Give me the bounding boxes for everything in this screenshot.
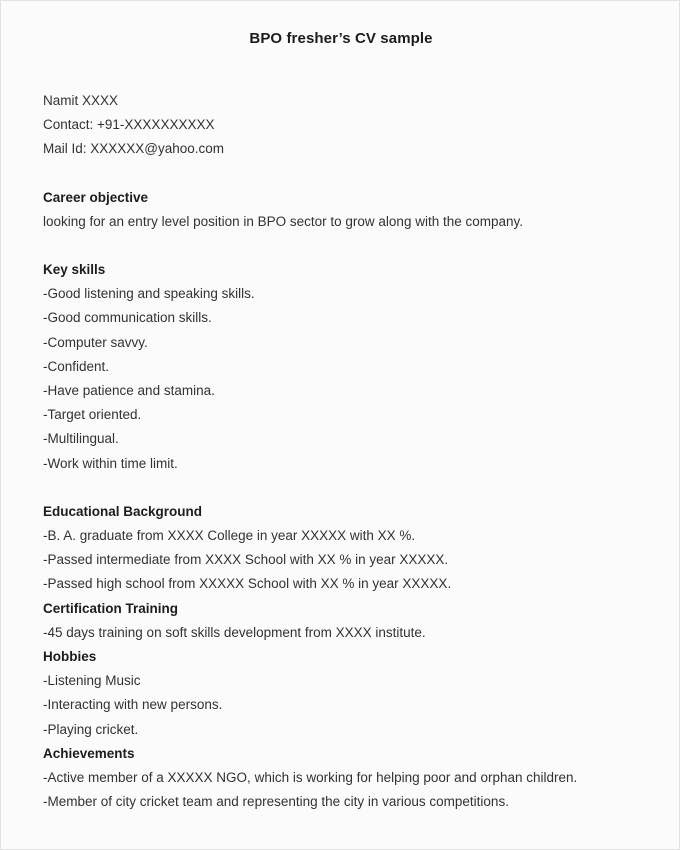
contact-name: Namit XXXX — [43, 93, 119, 108]
contact-block — [43, 89, 639, 162]
list-item: -Good communication skills. — [43, 310, 212, 326]
list-item: -Passed high school from XXXXX School with XX % in year XXXXX. — [43, 576, 452, 592]
list-item: -Member of city cricket team and representing the city in various competitions. — [43, 794, 509, 810]
education-heading: Educational Background — [43, 503, 203, 519]
section-career-objective — [43, 186, 639, 234]
list-item: -Passed intermediate from XXXX School with XX % in year XXXXX. — [43, 552, 449, 568]
certification-heading: Certification Training — [43, 600, 179, 616]
list-item: -Multilingual. — [43, 431, 119, 447]
career-objective-heading: Career objective — [43, 189, 149, 205]
list-item: -Confident. — [43, 358, 110, 374]
section-key-skills — [43, 258, 639, 476]
section-education — [43, 500, 639, 597]
achievements-heading: Achievements — [43, 745, 135, 761]
section-certification — [43, 597, 639, 645]
contact-phone: Contact: +91-XXXXXXXXXX — [43, 117, 215, 133]
list-item: -Target oriented. — [43, 407, 142, 423]
list-item: -Playing cricket. — [43, 721, 139, 737]
key-skills-heading: Key skills — [43, 262, 106, 278]
contact-email: Mail Id: XXXXXX@yahoo.com — [43, 141, 225, 157]
list-item: -Interacting with new persons. — [43, 697, 223, 713]
career-objective-text: looking for an entry level position in BPO sector to grow along with the company. — [43, 213, 524, 229]
list-item: -Active member of a XXXXX NGO, which is working for helping poor and orphan children. — [43, 770, 578, 786]
hobbies-heading: Hobbies — [43, 649, 97, 665]
list-item: -Have patience and stamina. — [43, 383, 215, 399]
list-item: -Computer savvy. — [43, 334, 148, 350]
page-title: BPO fresher’s CV sample — [249, 30, 433, 47]
list-item: -Work within time limit. — [43, 455, 178, 471]
section-achievements — [43, 742, 639, 815]
section-hobbies — [43, 645, 639, 742]
list-item: -Listening Music — [43, 673, 141, 689]
list-item: -45 days training on soft skills development from XXXX institute. — [43, 624, 426, 640]
list-item: -Good listening and speaking skills. — [43, 286, 255, 302]
list-item: -B. A. graduate from XXXX College in year XXXXX with XX %. — [43, 528, 416, 544]
